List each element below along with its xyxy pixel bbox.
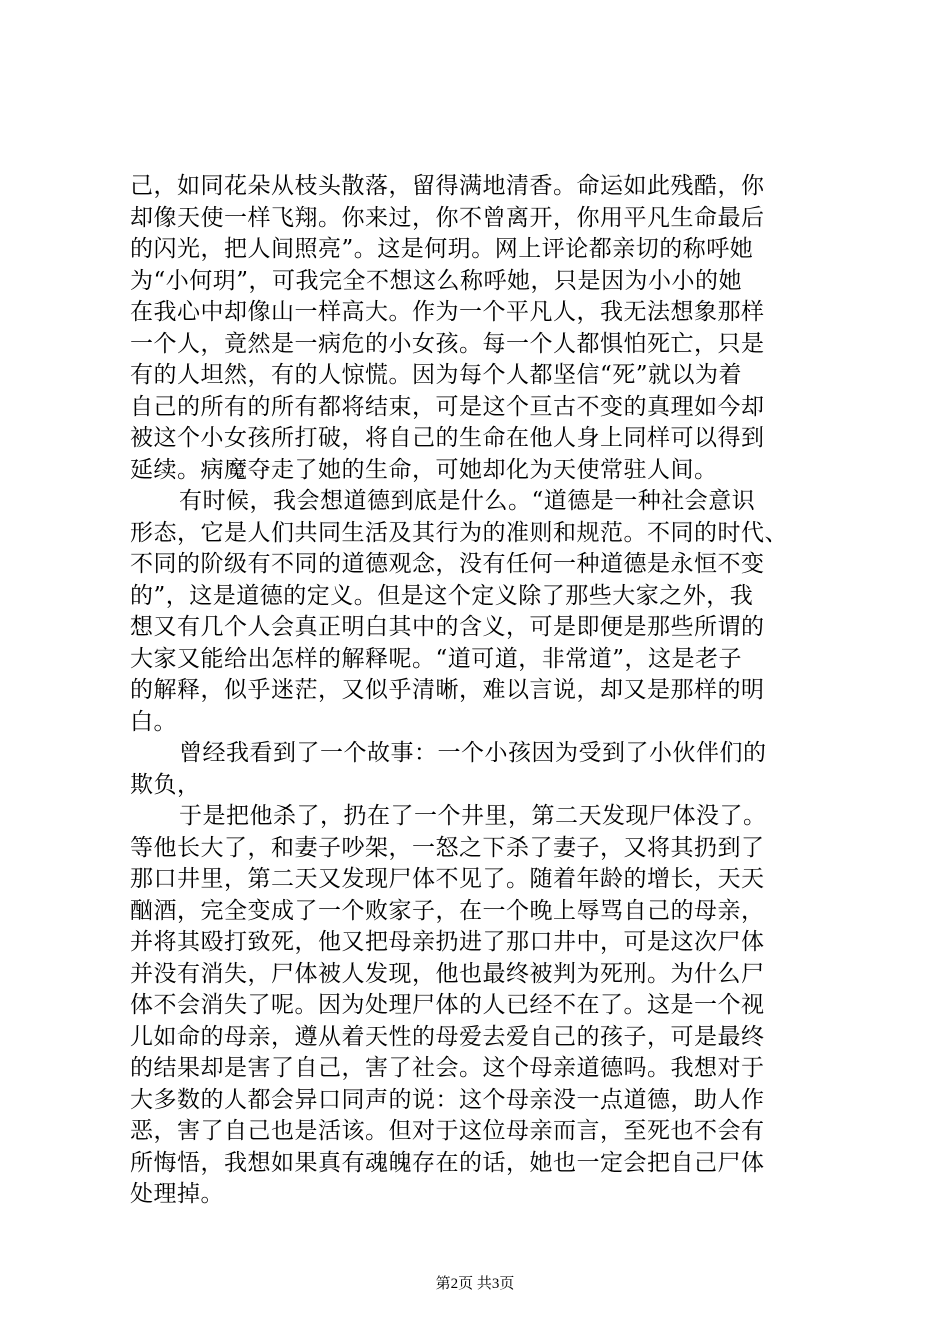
document-body <box>130 171 830 1211</box>
text-line: 恶，害了自己也是活该。但对于这位母亲而言，至死也不会有 <box>130 1118 765 1144</box>
text-line: 己，如同花朵从枝头散落，留得满地清香。命运如此残酷，你 <box>130 173 765 199</box>
text-line: 想又有几个人会真正明白其中的含义，可是即便是那些所谓的 <box>130 614 765 640</box>
text-line: 一个人，竟然是一病危的小女孩。每一个人都惧怕死亡，只是 <box>130 330 765 357</box>
text-line: 延续。病魔夺走了她的生命，可她却化为天使常驻人间。 <box>130 456 718 483</box>
text-line: 的解释，似乎迷茫，又似乎清晰，难以言说，却又是那样的明 <box>130 677 765 703</box>
text-line: 所悔悟，我想如果真有魂魄存在的话，她也一定会把自己尸体 <box>130 1149 765 1176</box>
paragraph-start-line: 曾经我看到了一个故事：一个小孩因为受到了小伙伴们的 <box>179 740 767 766</box>
text-line: 的闪光，把人间照亮”。这是何玥。网上评论都亲切的称呼她 <box>130 236 754 262</box>
text-line: 并没有消失，尸体被人发现，他也最终被判为死刑。为什么尸 <box>130 960 765 987</box>
text-line: 那口井里，第二天又发现尸体不见了。随着年龄的增长，天天 <box>130 866 765 892</box>
text-line: 儿如命的母亲，遵从着天性的母爱去爱自己的孩子，可是最终 <box>130 1023 765 1050</box>
text-line: 白。 <box>130 708 177 735</box>
text-line: 不同的阶级有不同的道德观念，没有任何一种道德是永恒不变 <box>130 551 765 577</box>
text-line: 大家又能给出怎样的解释呢。“道可道，非常道”，这是老子 <box>130 645 743 672</box>
text-line: 形态，它是人们共同生活及其行为的准则和规范。不同的时代、 <box>130 519 788 546</box>
text-line: 却像天使一样飞翔。你来过，你不曾离开，你用平凡生命最后 <box>130 204 765 231</box>
text-line: 等他长大了，和妻子吵架，一怒之下杀了妻子，又将其扔到了 <box>130 834 765 861</box>
text-line: 为“小何玥”，可我完全不想这么称呼她，只是因为小小的她 <box>130 267 743 294</box>
text-line: 大多数的人都会异口同声的说：这个母亲没一点道德，助人作 <box>130 1086 765 1113</box>
text-line: 有的人坦然，有的人惊慌。因为每个人都坚信“死”就以为着 <box>130 362 743 388</box>
text-line: 酗酒，完全变成了一个败家子，在一个晚上辱骂自己的母亲， <box>130 897 765 924</box>
text-line: 的结果却是害了自己，害了社会。这个母亲道德吗。我想对于 <box>130 1055 765 1081</box>
text-line: 欺负， <box>130 771 201 798</box>
paragraph-start-line: 于是把他杀了，扔在了一个井里，第二天发现尸体没了。 <box>179 803 767 829</box>
text-line: 处理掉。 <box>130 1181 224 1207</box>
text-line: 并将其殴打致死，他又把母亲扔进了那口井中，可是这次尸体 <box>130 929 765 955</box>
text-line: 的”，这是道德的定义。但是这个定义除了那些大家之外，我 <box>130 582 754 609</box>
text-line: 自己的所有的所有都将结束，可是这个亘古不变的真理如今却 <box>130 393 765 420</box>
text-line: 体不会消失了呢。因为处理尸体的人已经不在了。这是一个视 <box>130 992 765 1018</box>
text-line: 被这个小女孩所打破，将自己的生命在他人身上同样可以得到 <box>130 425 765 451</box>
text-line: 在我心中却像山一样高大。作为一个平凡人，我无法想象那样 <box>130 299 765 325</box>
paragraph-start-line: 有时候，我会想道德到底是什么。“道德是一种社会意识 <box>179 488 756 514</box>
page-number-footer: 第2页 共3页 <box>435 1276 515 1292</box>
